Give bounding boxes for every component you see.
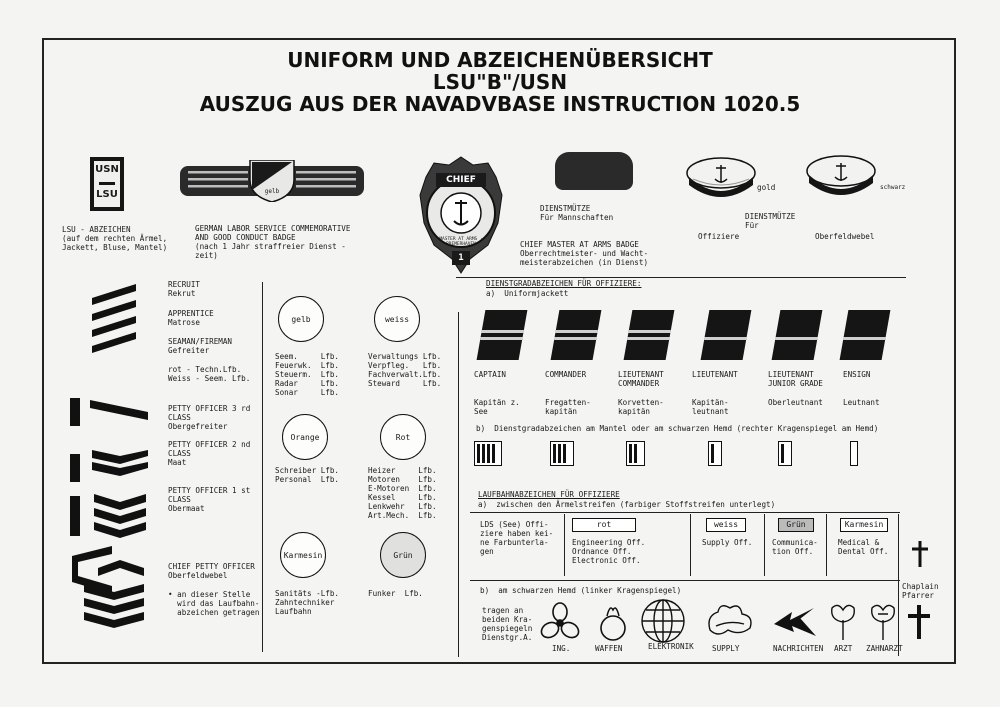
officer-ranks-sub-a: a) Uniformjackett [486,289,569,298]
dental-leaf-icon [868,600,898,642]
rank-cpo-en: CHIEF PETTY OFFICER [168,562,255,571]
enlisted-cap-caption: DIENSTMÜTZE Für Mannschaften [540,204,614,222]
rank-seaman-en: SEAMAN/FIREMAN [168,337,233,346]
icon-label-supply: SUPPLY [712,644,740,653]
lsu-patch [90,157,124,211]
career-rot-text: Engineering Off. Ordnance Off. Electronic Off. [572,538,646,565]
career-col-divider-5 [898,514,899,656]
petty-officer-chevrons-icon [68,396,150,630]
trades-rot: Heizer Lfb. Motoren Lfb. E-Motoren Lfb. Kessel Lfb. Lenkwehr Lfb. Art.Mech. Lfb. [368,466,437,520]
trades-orange: Schreiber Lfb. Personal Lfb. [275,466,340,484]
trades-gelb: Seem. Lfb. Feuerwk. Lfb. Steuerm. Lfb. Radar Lfb. Sonar Lfb. [275,352,340,397]
rank-seaman-de: Gefreiter [168,346,210,355]
rank-apprentice-de: Matrose [168,318,201,327]
oak-leaf-icon [704,600,758,640]
career-divider-2 [470,580,900,581]
globe-icon [640,598,686,644]
lsu-patch-bottom: LSU [96,189,118,200]
rank-po3-de: Obergefreiter [168,422,228,431]
career-heading: LAUFBAHNABZEICHEN FÜR OFFIZIERE [478,490,620,499]
career-sub-b: b) am schwarzen Hemd (linker Kragenspiegel) [480,586,682,595]
enlisted-divider [262,282,263,652]
career-karm-text: Medical & Dental Off. [838,538,889,556]
rank-lt-commander-de: Korvetten- kapitän [618,398,664,416]
seaman-stripes-icon [88,284,140,364]
rank-po1-de: Obermaat [168,504,205,513]
icon-label-ing: ING. [552,644,571,653]
trades-weiss: Verwaltungs Lfb. Verpfleg. Lfb. Fachverwalt.Lfb. Steward Lfb. [368,352,442,388]
chief-cap-icon [805,153,877,199]
lsu-patch-top: USN [95,164,119,175]
rank-commander-de: Fregatten- kapitän [545,398,591,416]
career-comm-text: Communica- tion Off. [772,538,818,556]
rank-lt-commander-en: LIEUTENANT COMMANDER [618,370,664,388]
bomb-icon [598,602,628,644]
rank-seaman-colors: rot - Techn.Lfb. Weiss - Seem. Lfb. [168,365,251,383]
rank-cpo-de: Oberfeldwebel [168,571,228,580]
career-divider [470,512,900,513]
chief-caption: CHIEF MASTER AT ARMS BADGE Oberrechtmeister- und Wacht- meisterabzeichen (in Dienst) [520,240,649,267]
shoulder-board-captain [477,310,528,360]
cap-gold-label: gold [757,183,776,192]
icon-label-waffen: WAFFEN [595,644,623,653]
color-circle-gelb: gelb [278,296,324,342]
rank-po3-en: PETTY OFFICER 3 rd CLASS [168,404,251,422]
enlisted-note: • an dieser Stelle wird das Laufbahn- abzeichen getragen [168,590,260,617]
collar-note: tragen an beiden Kra- genspiegeln Dienstgr.A. [482,606,533,642]
officer-cap-caption: DIENSTMÜTZE Für [745,212,796,230]
title-line-2: LSU"B"/USN [432,70,568,94]
icon-label-zahnarzt: ZAHNARZT [866,644,903,653]
glsc-caption: GERMAN LABOR SERVICE COMMEMORATIVE AND GOOD CONDUCT BADGE (nach 1 Jahr straffreier Dienst - zeit) [195,224,351,260]
chief-banner: CHIEF [446,175,476,185]
career-col-divider-4 [826,514,827,576]
rank-captain-en: CAPTAIN [474,370,507,379]
chaplain-cross-icon [910,540,930,568]
officer-divider [458,312,459,657]
icon-label-elektronik: ELEKTRONIK [648,642,694,651]
color-circle-karmesin: Karmesin [280,532,326,578]
chief-number: 1 [458,253,464,263]
shoulder-board-commander [551,310,602,360]
chaplain-collar-cross-icon [906,604,932,640]
officer-ranks-heading: DIENSTGRADABZEICHEN FÜR OFFIZIERE: [486,279,642,288]
collar-ltjg [778,441,792,466]
rank-lieutenant-de: Kapitän- leutnant [692,398,729,416]
career-col-divider-3 [764,514,765,576]
chief-po-label: Oberfeldwebel [815,232,875,241]
rank-captain-de: Kapitän z. See [474,398,520,416]
glsc-ribbon-icon [178,160,366,202]
rank-po2-en: PETTY OFFICER 2 nd CLASS [168,440,251,458]
career-karm-label: Karmesin [840,518,888,532]
icon-label-nachrichten: NACHRICHTEN [773,644,824,653]
title-line-3: AUSZUG AUS DER NAVADVBASE INSTRUCTION 1020.5 [199,92,801,116]
officers-label: Offiziere [698,232,740,241]
shoulder-board-lt-commander [624,310,675,360]
rank-po1-en: PETTY OFFICER 1 st CLASS [168,486,251,504]
propeller-icon [540,602,580,642]
career-comm-label: Grün [778,518,814,532]
career-col-divider-2 [690,514,691,576]
career-line-text: LDS (See) Offi- ziere haben kei- ne Farbunterla- gen [480,520,554,556]
color-circle-gruen: Grün [380,532,426,578]
shoulder-board-ltjg [772,310,823,360]
officer-ranks-sub-b: b) Dienstgradabzeichen am Mantel oder am schwarzen Hemd (rechter Kragenspiegel am Hemd) [476,424,879,433]
shoulder-board-lieutenant [701,310,752,360]
glsc-badge [178,160,366,202]
rank-lieutenant-en: LIEUTENANT [692,370,738,379]
cap-black-label: schwarz [880,184,906,191]
career-sub-a: a) zwischen den Ärmelstreifen (farbiger Stoffstreifen unterlegt) [478,500,776,509]
color-circle-orange: Orange [282,414,328,460]
rank-recruit-de: Rekrut [168,289,196,298]
career-weiss-label: weiss [706,518,746,532]
shoulder-board-ensign [840,310,891,360]
rank-ltjg-de: Oberleutnant [768,398,823,407]
collar-lt-commander [626,441,645,466]
career-rot-label: rot [572,518,636,532]
medical-leaf-icon [828,600,858,642]
enlisted-cap-icon [555,152,633,190]
collar-ensign [850,441,858,466]
chief-master-at-arms-badge [418,155,504,280]
color-circle-weiss: weiss [374,296,420,342]
collar-captain [474,441,502,466]
rank-ensign-en: ENSIGN [843,370,871,379]
color-circle-rot: Rot [380,414,426,460]
career-weiss-text: Supply Off. [702,538,753,547]
title-line-1: UNIFORM UND ABZEICHENÜBERSICHT [287,48,713,72]
rank-ensign-de: Leutnant [843,398,880,407]
lightning-icon [772,606,818,640]
glsc-shield-label: gelb [264,188,280,195]
rank-po2-de: Maat [168,458,187,467]
officer-cap-icon [685,155,757,201]
career-col-divider-1 [564,514,565,576]
collar-lieutenant [708,441,722,466]
chief-ring-text: MASTER AT ARMS · BREMERHAVEN [439,237,483,247]
collar-commander [550,441,574,466]
trades-karmesin: Sanitäts -Lfb. Zahntechniker Laufbahn [275,589,340,616]
rank-ltjg-en: LIEUTENANT JUNIOR GRADE [768,370,823,388]
rank-recruit-en: RECRUIT [168,280,201,289]
chaplain-label: Chaplain Pfarrer [902,582,939,600]
rank-apprentice-en: APPRENTICE [168,309,214,318]
icon-label-arzt: ARZT [834,644,853,653]
rank-commander-en: COMMANDER [545,370,587,379]
lsu-caption: LSU - ABZEICHEN (auf dem rechten Ärmel, Jackett, Bluse, Mantel) [62,225,168,252]
trades-gruen: Funker Lfb. [368,589,423,598]
